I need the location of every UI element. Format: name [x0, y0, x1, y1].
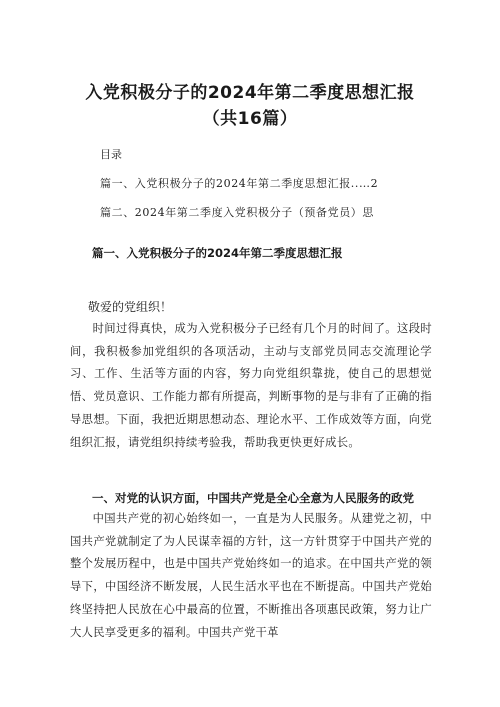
document-subtitle: （共16篇） — [202, 109, 298, 129]
toc-item[interactable]: 篇一、入党积极分子的2024年第二季度思想汇报..…2 — [100, 177, 379, 190]
document-title: 入党积极分子的2024年第二季度思想汇报 — [85, 83, 415, 103]
toc-heading: 目录 — [100, 148, 122, 161]
body-paragraph: 时间过得真快，成为入党积极分子已经有几个月的时间了。这段时间，我积极参加党组织的各项活动，主动与支部党员同志交流理论学习、工作、生活等方面的内容，努力向党组织靠拢，使自己的思想觉悟、党员意识、工作能力都有所提高，判断事物的是与非有了正确的指导思想。下面，我把近期思想动态、理论水平、工作成效等方面，向党组织汇报，请党组织持续考验我，帮助我更快更好成长。 — [70, 322, 432, 449]
greeting: 敬爱的党组织！ — [88, 300, 173, 314]
subsection-heading: 一、对党的认识方面，中国共产党是全心全意为人民服务的政党 — [92, 491, 414, 505]
section-title: 篇一、入党积极分子的2024年第二季度思想汇报 — [92, 246, 343, 260]
body-paragraph: 中国共产党的初心始终如一，一直是为人民服务。从建党之初，中国共产党就制定了为人民谋幸福的方针，这一方针贯穿于中国共产党的整个发展历程中，也是中国共产党始终如一的追求。在中国共产党的领导下，中国经济不断发展，人民生活水平也在不断提高。中国共产党始终坚持把人民放在心中最高的位置，不断推出各项惠民政策，努力让广大人民享受更多的福利。中国共产党干革 — [70, 512, 432, 639]
toc-item[interactable]: 篇二、2024年第二季度入党积极分子（预备党员）思 — [100, 206, 374, 219]
